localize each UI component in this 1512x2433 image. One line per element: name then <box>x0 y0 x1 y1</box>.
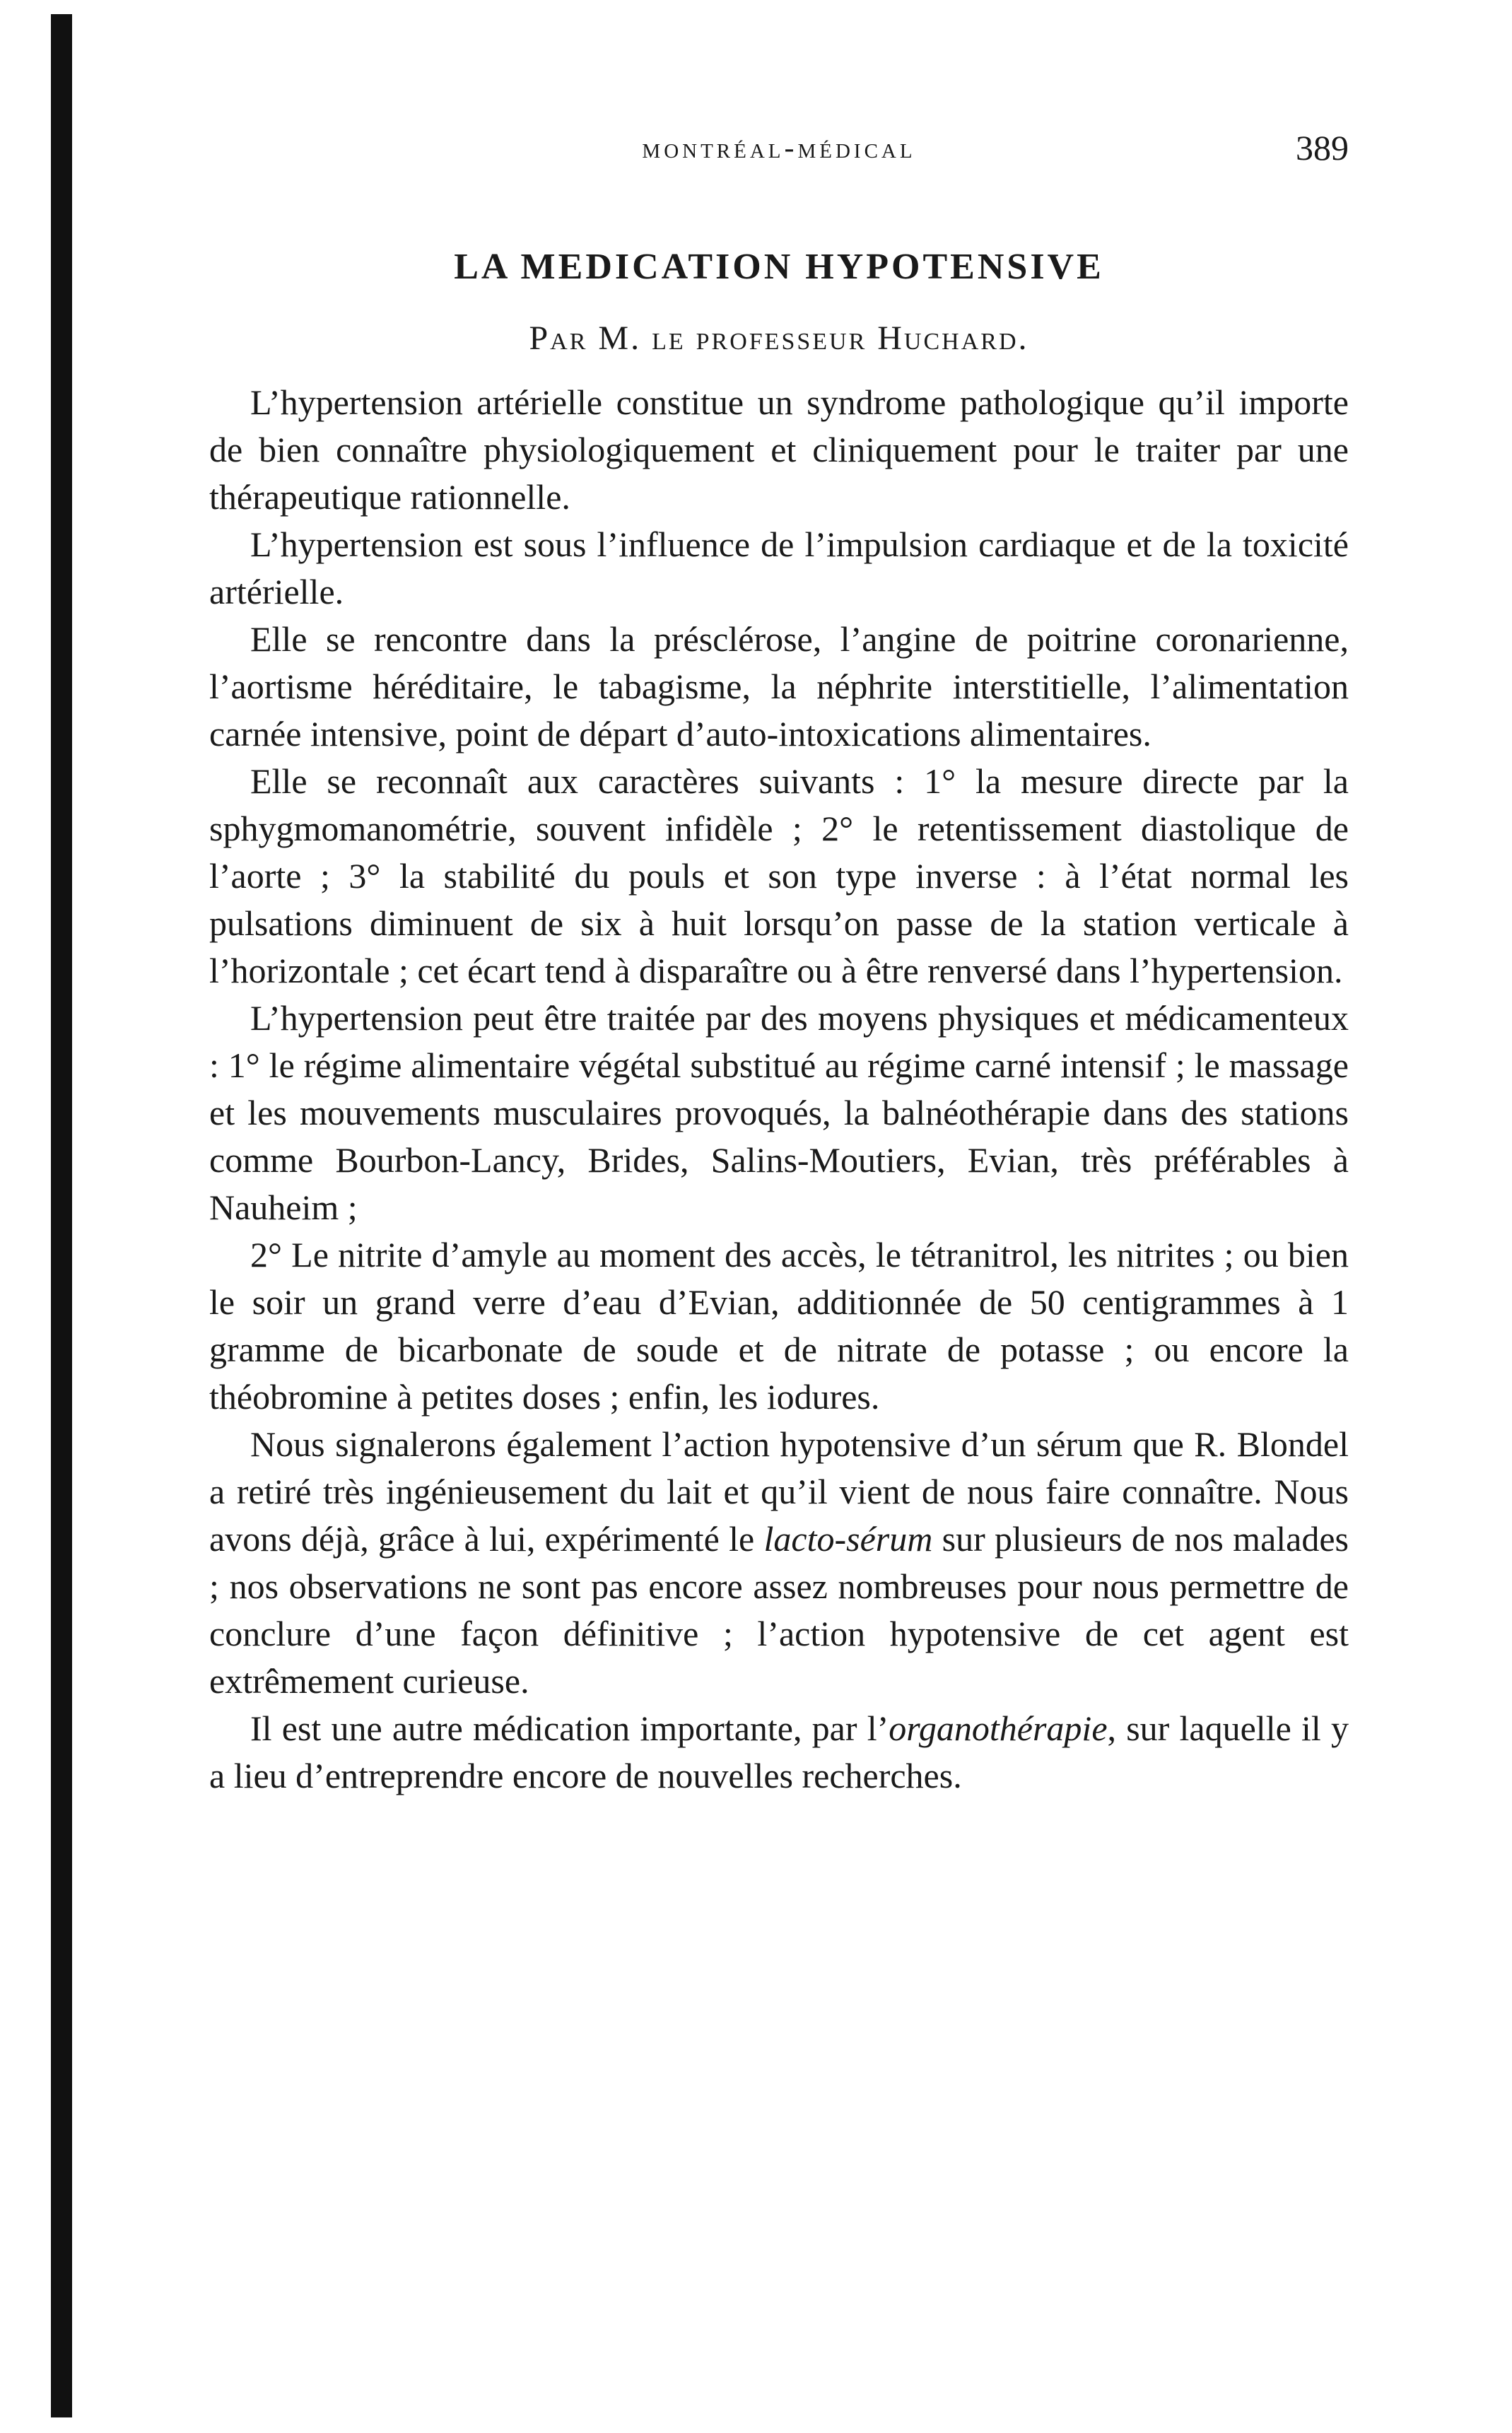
running-header <box>209 128 1349 181</box>
page-number: 389 <box>1296 128 1349 168</box>
running-title: montréal-médical <box>642 132 916 165</box>
paragraph-6: 2° Le nitrite d’amyle au moment des accès, le tétranitrol, les nitrites ; ou bien le soir un grand verre d’eau d’Evian, additionnée de 50 centigrammes à 1 gramme de bicarbonate de soude et de nitrate de potasse ; ou encore la théobromine à petites doses ; enfin, les iodures. <box>209 1235 1349 1417</box>
paragraph-7 <box>209 1421 1349 1705</box>
paragraph-4: Elle se reconnaît aux caractères suivants : 1° la mesure directe par la sphygmomanométrie, souvent infidèle ; 2° le retentissement diastolique de l’aorte ; 3° la stabilité du pouls et son type inverse : à l’état normal les pulsations diminuent de six à huit lorsqu’on passe de la station verticale à l’horizontale ; cet écart tend à disparaître ou à être renversé dans l’hypertension. <box>209 761 1349 990</box>
paragraph-8 <box>209 1705 1349 1800</box>
paragraph-8-text-a: Il est une autre médication importante, par l’ <box>250 1708 889 1748</box>
paragraph-8-emphasis: organothérapie <box>889 1708 1108 1748</box>
article-byline: Par M. le professeur Huchard. <box>529 319 1029 357</box>
paragraph-7-text-a: Nous signalerons également l’action hypotensive d’un sérum que R. Blondel a retiré très ingénieusement du lait et qu’il vient de nous faire connaître. Nous avons déjà, grâce à lui, expérimenté le <box>209 1424 1349 1559</box>
article-body <box>209 379 1349 1800</box>
article-title: LA MEDICATION HYPOTENSIVE <box>454 247 1104 287</box>
paragraph-3: Elle se rencontre dans la présclérose, l’angine de poitrine coronarienne, l’aortisme héréditaire, le tabagisme, la néphrite interstitielle, l’alimentation carnée intensive, point de départ d’auto-intoxications alimentaires. <box>209 619 1349 754</box>
paragraph-8-text-b: , sur laquelle il y a lieu d’entreprendre encore de nouvelles recherches. <box>209 1708 1349 1795</box>
paragraph-1: L’hypertension artérielle constitue un syndrome pathologique qu’il importe de bien connaître physiologiquement et cliniquement pour le traiter par une thérapeutique rationnelle. <box>209 382 1349 517</box>
paragraph-7-text-b: sur plusieurs de nos malades ; nos observations ne sont pas encore assez nombreuses pour nous permettre de conclure d’une façon définitive ; l’action hypotensive de cet agent est extrêmement curieuse. <box>209 1519 1349 1701</box>
paragraph-5: L’hypertension peut être traitée par des moyens physiques et médicamenteux : 1° le régime alimentaire végétal substitué au régime carné intensif ; le massage et les mouvements musculaires provoqués, la balnéothérapie dans des stations comme Bourbon-Lancy, Brides, Salins-Moutiers, Evian, très préférables à Nauheim ; <box>209 998 1349 1227</box>
paragraph-7-emphasis: lacto-sérum <box>763 1519 933 1559</box>
document-page <box>209 128 1349 1800</box>
page-binding-edge <box>51 14 72 2417</box>
paragraph-2: L’hypertension est sous l’influence de l’impulsion cardiaque et de la toxicité artérielle. <box>209 524 1349 611</box>
